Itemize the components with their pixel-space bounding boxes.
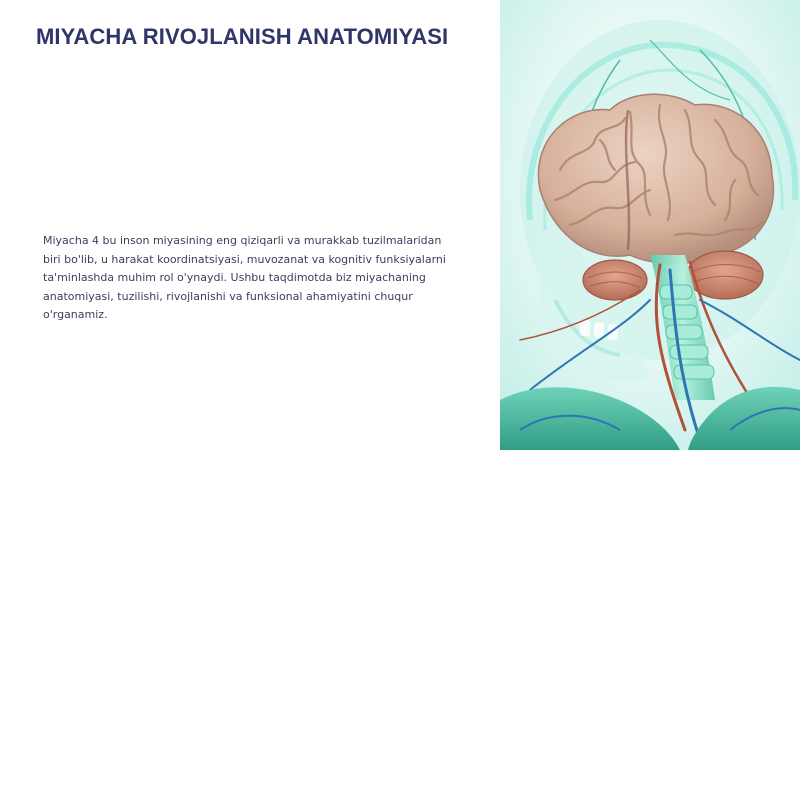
slide-title: MIYACHA RIVOJLANISH ANATOMIYASI <box>36 24 449 49</box>
brain-anatomy-icon <box>500 0 800 450</box>
slide-body-text: Miyacha 4 bu inson miyasining eng qiziqarli va murakkab tuzilmalaridan biri bo'lib, u harakat koordinatsiyasi, muvozanat va kognitiv funksiyalarni ta'minlashda muhim rol o'ynaydi. Ushbu taqdimotda biz miyachaning anatomiyasi, tuzilishi, rivojlanishi va funksional ahamiyatini chuqur o'rganamiz. <box>43 234 446 321</box>
brain-illustration <box>500 0 800 450</box>
